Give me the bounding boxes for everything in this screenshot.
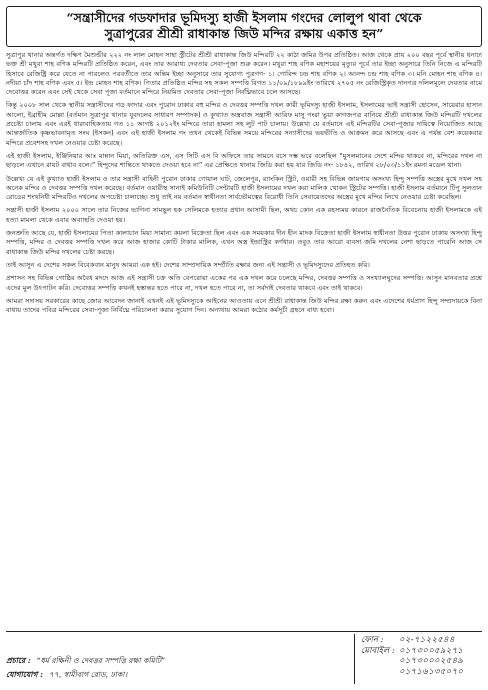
paragraph-other-seizures: উল্লেখ্য যে এই কুখ্যাত হাজী ইসলাম ও তার সন্ত্রাসী বাহিনী পুরোন ঢাকার গোয়াল ঘাট, জেলেপুর, র‍্যাংকিন স্ট্রিট, ওয়ারী সহ বিভিন্ন জায়গায় অসংখ্য হিন্দু সম্পত্তি অস্ত্রের মুখে দখল সহ অনেক মন্দির ও দেবত্তর সম্পত্তি দখল করেছে। বর্তমান ওয়ারীস্থ সানাই কমিউনিটি সেন্টারটি হাজী ইসলামের দখল করা মালিক খোকন স্ট্রিটের সম্পত্তি। হাজী ইসলাম বর্তমানে টিপু সুলতান রোডের শংখনিধী মন্দিরটিও দখলের অপচেষ্টা চালাচ্ছে। শুধু তাই নয় বর্তমান স্বাধীনতা সার্বভৌমত্বের বিরোধী তিনি সেবায়েতদের অস্ত্রের মুখে মন্দির লিখে নেওয়ার চেষ্টা করেছিল। bbox=[6, 174, 482, 202]
phone-row bbox=[361, 634, 482, 645]
headline-box bbox=[6, 6, 482, 47]
address-row bbox=[6, 668, 344, 682]
footer-organization bbox=[6, 654, 344, 682]
headline-line-1: “সন্ত্রাসীদের গডফাদার ভূমিদস্যু হাজী ইসলাম গংদের লোলুপ থাবা থেকে bbox=[66, 10, 422, 25]
promoter-name: “ধর্ম রক্ষিনী ও দেবত্তর সম্পত্তি রক্ষা কমিটি” bbox=[36, 656, 166, 665]
address-label: যোগাযোগ : bbox=[6, 670, 43, 679]
mobile-row-2 bbox=[361, 655, 482, 666]
mobile-label: মোবাইল : bbox=[361, 644, 395, 655]
paragraph-murder-case: সন্ত্রাসী হাজী ইসলাম ২০০০ সালে তার নিজের ভাগিনা সামছুল হক সেলিমকে হত্যার প্রধান আসামী ছিল, অথচ কোন এক রহস্যময় কারনে রাজনৈতিক বিবেচনায় হাজী ইসলামকে এই হত্যা মামলা থেকে এবার অব্যাহতি দেওয়া হয়। bbox=[6, 206, 482, 224]
phone-label: ফোন : bbox=[361, 634, 384, 644]
mobile-row-3 bbox=[361, 666, 482, 677]
address-value: ৭৭, স্বামীবাগ রোড, ঢাকা। bbox=[48, 670, 128, 679]
promoter-label: প্রচারে : bbox=[6, 656, 31, 665]
paragraph-threat: এই হাজী ইসলাম, ইঞ্জিনিয়ার আঃ মান্নান মিয়া, অতিরিক্ত এস, এস সিটি এস বি অফিসে তার সামনে বসে দম্ভ ভরে বলেছিল “মুসলমানের দেশে মন্দির থাকবে না, মন্দিরের দখল না ছাড়লে এখানে রায়ট বাধাব বলে।” হিন্দুদের শান্তিতে থাকতে দেওয়া হবে না” এর প্রেক্ষিতে থানায় জিডি করা হয় যার জিডি নং- ১৮৪২, তারিখ ২৮/০৩/১১ইং রমনা মডেল থানা। bbox=[6, 151, 482, 170]
phone-number: ০২-৭১২২৫৪৪ bbox=[399, 634, 455, 644]
mobile-number-1: ০১৭৩০০৫৯২৭১ bbox=[399, 644, 464, 655]
footer bbox=[6, 631, 482, 686]
paragraph-history: সুত্রাপুর থানার অন্তর্গত দক্ষিণ মৈশুন্ডীর ২২২ নং লাল মোহন সাহা স্ট্রীটের শ্রীশ্রী রাধাকান্ত জিউ মন্দিরটি ২২ কাঠা জমির উপর প্রতিষ্ঠিত। আজ থেকে প্রায় ২০০ বছর পূর্বে স্থানীয় ধনাঢ্য ভক্ত শ্রী মথুরা শাহ বণিক মন্দিরটি প্রতিষ্ঠিত করেন, এবং তার আরাধ্য দেবতার সেবা-পূজা শুরু করেন। মথুরা শাহ বণিক মহাশয়ের মৃত্যুর পূর্বে তার ইচ্ছা অনুসারে তিনি নিজে এ মন্দিরটি হিসাবে রেজিষ্ট্রি করে যেতে না পারলেও পরবর্তীতে তার অন্তিম ইচ্ছা অনুসারে তার সুযোগ্য পুত্রগণ- ১। গোবিন্দ চন্দ্র শাহ বণিক ২। আনন্দ চন্দ্র শাহ বণিক ৩। মনি মোহন শাহ বণিক ৪। নদীয়া চাঁদ শাহ বণিক এবং ৫। ইন্দ্র মোহন শাহ বণিক। পিতার প্রতিষ্ঠিত মন্দির সহ সকল সম্পত্তি বিগত ১১/০৯/১৮৯৯ইং তারিখে ২৭০৫ নং রেজিস্ট্রিকৃত দানপত্র দলিলমূলে দেবতার নামে দেবোত্তর করেন এবং সেই থেকে সেবা পূজা বর্তমানে মন্দিরে নিয়মিত দেবতার সেবা-পূজা নির্বঘ্নিভাবে চলে আসছে। bbox=[6, 51, 482, 97]
mobile-number-2: ০১৭৩০০০২৫৪৯ bbox=[399, 655, 464, 666]
paragraph-rumor: জনশ্রুতি আছে যে, হাজী ইসলামের পিতা কালাচান মিয়া সামান্য কয়লা বিক্রেতা ছিল এবং এক সময়কার দীন হীন মাদক বিক্রেতা হাজী ইসলাম স্বাধীনতা উত্তর পুরোন ঢাকায় অসংখ্য হিন্দু সম্পত্তি, মন্দির ও দেবত্তর সম্পত্তি দখল করে আজ হাজার কোটি টাকার মালিক, এখন অস্ত্র ইন্ডাস্ট্রির কর্ণধার। তবুও তার আরো ব্যবসা জমি দখলের নেশা ছাড়তে পারেনি আজ সে রাধাকান্ত জিউ মন্দির দখলের চেষ্টা করছে। bbox=[6, 229, 482, 256]
paragraph-appeal-unite: তাই আসুন এ দেশের সকল বিবেকবান মানুষ আমরা এক হই। দেশের সাম্প্রদায়িক সম্প্রীতি রক্ষার জন্য এই সন্ত্রাসী ও ভূমিদস্যুদের প্রতিহত করি। bbox=[6, 260, 370, 269]
mobile-row-1 bbox=[361, 645, 482, 656]
headline-line-2: সুত্রাপুরের শ্রীশ্রী রাধাকান্ত জিউ মন্দির রক্ষায় একাত্ত হন” bbox=[104, 26, 384, 41]
mobile-number-3: ০১৭১৬১৩৫০৭০ bbox=[399, 665, 464, 676]
paragraph-land-grab: কিন্তু ২০০৮ সাল থেকে স্থানীয় সন্ত্রাসীদের গড ফাদার এবং পুরোন ঢাকার বহু মন্দির ও দেবত্তর সম্পত্তি দখল কারী ভূমিদস্যু হাজী ইসলাম, ইসলামের ভাই সন্ত্রাসী হোসেন, সায়েরার হাসান আলো, ইব্রাহীম মোল্লা (বর্তমান সুত্রাপুর থানার যুবদলের সাধারণ সম্পাদক) ও কুখ্যাত অস্ত্রবাজ সন্ত্রাসী আরিফ মাসু গংরা ভুয়া কাগজপত্র বানিয়ে শ্রীশ্রী রাধাকান্ত জিউ মন্দিরটি দখলের প্রচেষ্টা চালায় এবং এরই ধারাবাহিকতায় গত ১১ আগষ্ট ২০১২ইং মন্দিরে তারা হামলা সহ লুট পাট চালায়। উল্লেখ্য যে বর্তমানে এই মন্দিরটির সেবা-পূজার দায়িত্বে নিয়োজিত আছে আন্তর্জাতিক কৃষ্ণভাবনামৃত সংঘ (ইসকন) এবং এই হাজী ইসলাম গং তখন থেকেই বিভিন্ন সময়ে মন্দিরের সন্যাসীদের ভয়ভীতি ও আক্রমন করে আসছে এবং এ পর্যন্ত বেশ কয়েকবার মন্দিরে প্রবেশসহ দখল নেওয়ার চেষ্টা করেছে। bbox=[6, 101, 483, 147]
body-text bbox=[6, 51, 482, 315]
paragraph-demand: আমরা সদাসয় সরকারের কাছে জোর আবেদন জানাই এখনই এই ভূমিদস্যুকে আইনের আওতায় এনে শ্রীশ্রী রাধাকান্ত জিউ মন্দির রক্ষা করুন এবং এদেশের ধর্মপ্রাণ হিন্দু সম্প্রদায়কে বিনা বাধায় তাদের পবিত্র মন্দিরের সেবা-পূজা নির্বিঘ্নে পরিচালনা করার সুযোগ দিন। অন্যথায় আমরা কঠোর কর্মসূচী গ্রহনে বাধ্য হবো। bbox=[6, 296, 482, 315]
contact-numbers bbox=[354, 634, 482, 684]
promoter-row bbox=[6, 654, 344, 668]
paragraph-administration: প্রশাসন সহ বিভিন্ন গোষ্ঠির অবৈধ মদদে আজ এই সন্ত্রাসী চক্র অতি বেপরোয়া একের পর এক দখল করে চলেছে মন্দির, দেবত্তর সম্পত্তি ও সংখ্যালঘুদের সম্পত্তি। আসুন মানবতার প্রশ্নে এদের মুল উৎপাটন করি। দেবোত্তর সম্পত্তি কখনই হস্তান্তর হতে পারে না, দখল হতে পারে না, তা সর্বদাই দেবতার থাকবে এবং তাই থাকবে। bbox=[6, 274, 482, 292]
